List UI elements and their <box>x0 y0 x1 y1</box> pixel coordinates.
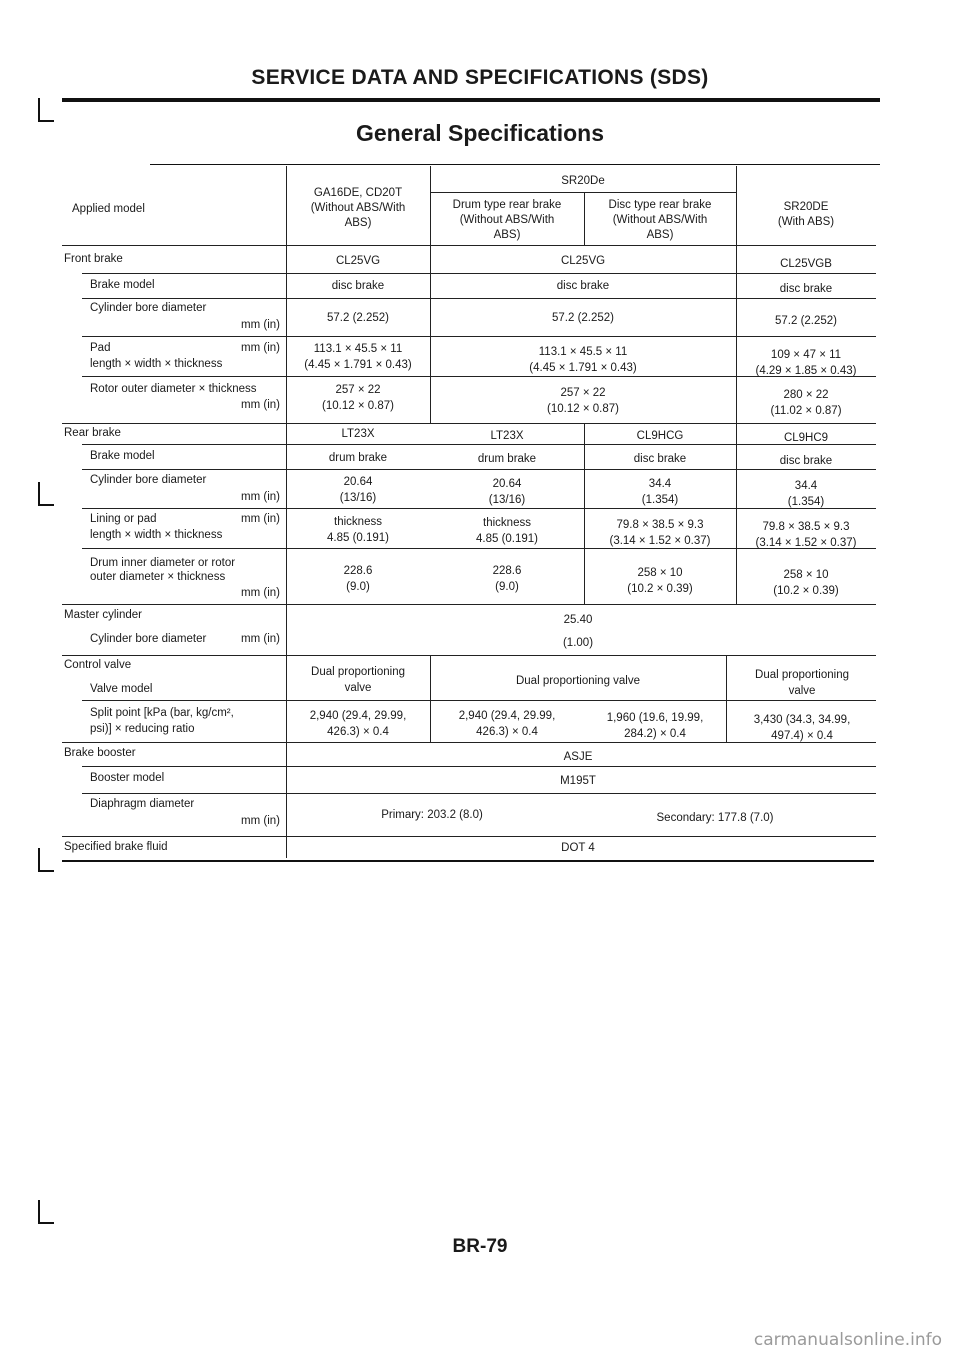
cell: (3.14 × 1.52 × 0.37) <box>755 537 857 549</box>
cell: 34.4 <box>648 478 672 490</box>
cell: 57.2 (2.252) <box>774 315 838 327</box>
col-rule <box>584 423 585 604</box>
col-rule <box>430 166 431 423</box>
label-unit: mm (in) <box>241 513 280 525</box>
watermark: carmanualsonline.info <box>753 1330 942 1350</box>
label-diaphragm: Diaphragm diameter <box>90 798 195 810</box>
cell: 257 × 22 <box>335 384 381 396</box>
cell: (4.45 × 1.791 × 0.43) <box>304 359 412 371</box>
cell: 258 × 10 <box>637 567 683 579</box>
binding-mark <box>38 482 54 506</box>
subrow-rule <box>82 444 876 445</box>
subrow-rule <box>82 469 876 470</box>
label-split-point: Split point [kPa (bar, kg/cm², <box>90 707 234 719</box>
subrow-rule <box>82 508 876 509</box>
cell: 258 × 10 <box>783 569 829 581</box>
cell: Primary: 203.2 (8.0) <box>381 809 483 821</box>
group-rule <box>430 192 736 193</box>
label-applied-model: Applied model <box>72 203 145 215</box>
cell: 280 × 22 <box>783 389 829 401</box>
label-unit: mm (in) <box>241 399 280 411</box>
cell: 497.4) × 0.4 <box>771 730 833 742</box>
col3-header-line1: Disc type rear brake <box>608 199 712 211</box>
cell: (10.12 × 0.87) <box>547 403 619 415</box>
cell: (1.354) <box>641 494 679 506</box>
cell: 113.1 × 45.5 × 11 <box>538 346 628 358</box>
cell: CL25VGB <box>780 258 832 270</box>
cell: Dual proportioning <box>755 669 849 681</box>
cell: 3,430 (34.3, 34.99, <box>753 714 851 726</box>
subrow-rule <box>82 700 876 701</box>
cell: (10.2 × 0.39) <box>627 583 693 595</box>
cell: (10.2 × 0.39) <box>773 585 839 597</box>
cell: disc brake <box>331 280 385 292</box>
cell: 257 × 22 <box>560 387 606 399</box>
col1-header-line3: ABS) <box>344 217 372 229</box>
row-rule <box>62 655 876 656</box>
col-rule <box>726 655 727 742</box>
cell: 228.6 <box>343 565 373 577</box>
cell: 2,940 (29.4, 29.99, <box>458 710 556 722</box>
section-title: General Specifications <box>356 120 604 146</box>
cell: CL9HCG <box>636 430 684 442</box>
binding-mark <box>38 98 54 122</box>
cell: disc brake <box>556 280 610 292</box>
cell: 57.2 (2.252) <box>551 312 615 324</box>
cell: 2,940 (29.4, 29.99, <box>309 710 407 722</box>
col1-header-line1: GA16DE, CD20T <box>313 187 403 199</box>
row-rule <box>62 245 876 246</box>
subrow-rule <box>82 793 876 794</box>
cell: thickness <box>334 516 382 528</box>
cell: LT23X <box>341 428 375 440</box>
cell: 426.3) × 0.4 <box>327 726 389 738</box>
col4-header-line1: SR20DE <box>783 201 829 213</box>
cell: thickness <box>483 517 531 529</box>
cell: (11.02 × 0.87) <box>770 405 842 417</box>
row-rule <box>62 423 876 424</box>
cell: 1,960 (19.6, 19.99, <box>606 712 704 724</box>
label-split-point-line2: psi)] × reducing ratio <box>90 723 195 735</box>
row-rule <box>62 604 876 605</box>
cell: CL25VG <box>335 255 381 267</box>
header-rule <box>62 98 880 102</box>
label-unit: mm (in) <box>241 491 280 503</box>
label-master-bore: Cylinder bore diameter <box>90 633 207 645</box>
cell: (1.00) <box>562 637 594 649</box>
col4-header-line2: (With ABS) <box>777 216 835 228</box>
group-header: SR20De <box>561 175 605 187</box>
cell: valve <box>344 682 372 694</box>
cell: (4.29 × 1.85 × 0.43) <box>755 365 857 377</box>
section-rule <box>150 164 880 165</box>
cell: disc brake <box>779 283 833 295</box>
cell: disc brake <box>779 455 833 467</box>
cell: (9.0) <box>346 581 370 593</box>
label-cylinder-bore: Cylinder bore diameter <box>90 474 207 486</box>
label-drum-line2: outer diameter × thickness <box>90 571 226 583</box>
binding-mark <box>38 1200 54 1224</box>
label-lining: Lining or pad <box>90 513 157 525</box>
subrow-rule <box>82 336 876 337</box>
col-rule <box>736 166 737 604</box>
cell: 113.1 × 45.5 × 11 <box>313 343 403 355</box>
col2-header-line2: (Without ABS/With <box>459 214 555 226</box>
cell: 20.64 <box>343 476 373 488</box>
label-unit: mm (in) <box>241 342 280 354</box>
label-master-cylinder: Master cylinder <box>64 609 142 621</box>
label-booster-model: Booster model <box>90 772 165 784</box>
cell: Secondary: 177.8 (7.0) <box>656 812 774 824</box>
cell: 57.2 (2.252) <box>326 312 390 324</box>
cell: (3.14 × 1.52 × 0.37) <box>609 535 711 547</box>
cell: 34.4 <box>794 480 818 492</box>
page-title: SERVICE DATA AND SPECIFICATIONS (SDS) <box>251 66 709 89</box>
col3-header-line3: ABS) <box>646 229 674 241</box>
cell: 4.85 (0.191) <box>326 532 390 544</box>
cell: (13/16) <box>339 492 377 504</box>
label-unit: mm (in) <box>241 633 280 645</box>
col3-header-line2: (Without ABS/With <box>612 214 708 226</box>
col2-header-line3: ABS) <box>493 229 521 241</box>
table-bottom-rule <box>62 860 874 862</box>
row-rule <box>62 836 876 837</box>
label-cylinder-bore: Cylinder bore diameter <box>90 302 207 314</box>
cell: DOT 4 <box>561 842 595 854</box>
cell: 79.8 × 38.5 × 9.3 <box>762 521 850 533</box>
cell: (4.45 × 1.791 × 0.43) <box>529 362 637 374</box>
cell: M195T <box>560 775 596 787</box>
cell: 228.6 <box>492 565 522 577</box>
label-rotor: Rotor outer diameter × thickness <box>90 383 257 395</box>
cell: (1.354) <box>787 496 825 508</box>
cell: CL9HC9 <box>783 432 829 444</box>
cell: Dual proportioning <box>311 666 405 678</box>
label-unit: mm (in) <box>241 815 280 827</box>
cell: (13/16) <box>488 494 526 506</box>
cell: 25.40 <box>563 614 593 626</box>
label-fluid: Specified brake fluid <box>64 841 168 853</box>
cell: 109 × 47 × 11 <box>770 349 842 361</box>
col1-header-line2: (Without ABS/With <box>310 202 406 214</box>
label-lining-dims: length × width × thickness <box>90 529 223 541</box>
cell: CL25VG <box>560 255 606 267</box>
cell: drum brake <box>328 452 388 464</box>
label-front-brake: Front brake <box>64 253 123 265</box>
col2-header-line1: Drum type rear brake <box>452 199 562 211</box>
cell: drum brake <box>477 453 537 465</box>
col-rule <box>286 166 287 858</box>
cell: LT23X <box>490 430 524 442</box>
label-pad-dims: length × width × thickness <box>90 358 223 370</box>
label-valve-model: Valve model <box>90 683 153 695</box>
label-rear-brake: Rear brake <box>64 427 121 439</box>
label-brake-model: Brake model <box>90 279 155 291</box>
cell: 4.85 (0.191) <box>475 533 539 545</box>
col-rule <box>584 192 585 245</box>
cell: ASJE <box>563 751 593 763</box>
cell: 426.3) × 0.4 <box>476 726 538 738</box>
cell: 284.2) × 0.4 <box>624 728 686 740</box>
cell: (10.12 × 0.87) <box>322 400 394 412</box>
cell: 20.64 <box>492 478 522 490</box>
row-rule <box>62 742 876 743</box>
cell: disc brake <box>633 453 687 465</box>
subrow-rule <box>82 766 876 767</box>
cell: valve <box>788 685 816 697</box>
cell: (9.0) <box>495 581 519 593</box>
binding-mark <box>38 848 54 872</box>
subrow-rule <box>82 273 876 274</box>
cell: Dual proportioning valve <box>515 675 641 687</box>
col-rule <box>430 655 431 742</box>
label-unit: mm (in) <box>241 587 280 599</box>
label-pad: Pad <box>90 342 111 354</box>
label-drum-line1: Drum inner diameter or rotor <box>90 557 236 569</box>
label-unit: mm (in) <box>241 319 280 331</box>
label-brake-model: Brake model <box>90 450 155 462</box>
label-brake-booster: Brake booster <box>64 747 136 759</box>
page-number: BR-79 <box>452 1236 508 1257</box>
label-control-valve: Control valve <box>64 659 132 671</box>
subrow-rule <box>82 298 876 299</box>
cell: 79.8 × 38.5 × 9.3 <box>616 519 704 531</box>
